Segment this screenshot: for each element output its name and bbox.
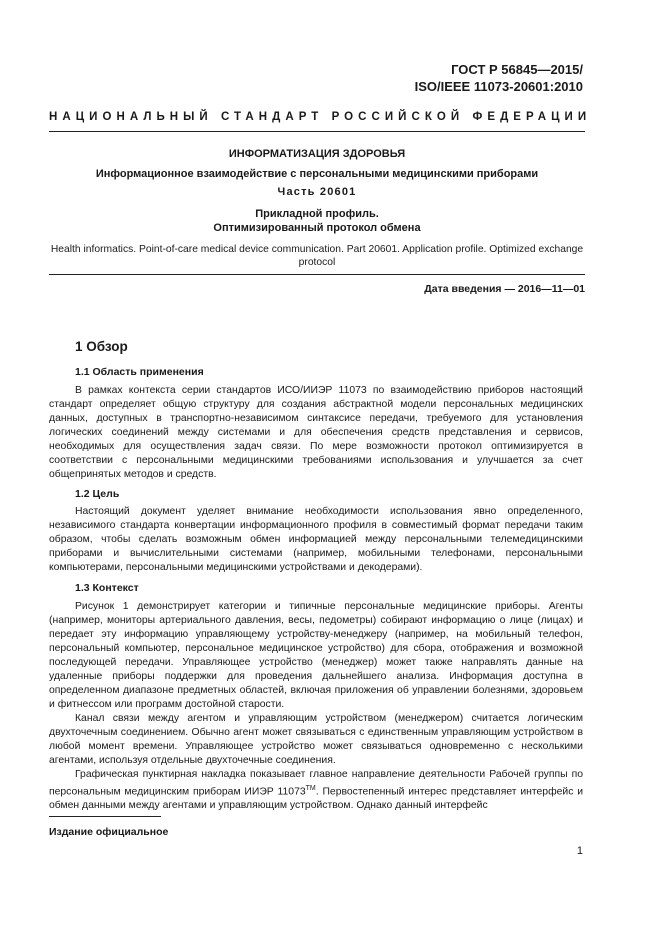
section-1-3-paragraph-3	[49, 768, 583, 813]
trademark-mark: TM	[305, 785, 316, 792]
document-title: ИНФОРМАТИЗАЦИЯ ЗДОРОВЬЯ	[228, 148, 406, 160]
document-subtitle: Информационное взаимодействие с персональными медицинскими приборами	[95, 168, 539, 180]
section-1-1-text: В рамках контекста серии стандартов ИСО/ИИЭР 11073 по взаимодействию приборов настоящий стандарт определяет общую структуру для создания абстрактной модели персональных медицинских данных, доступных в транспортно-независимом синтаксисе передачи, требуемого для установления логических соединений между системами и для обеспечения средств представления и сервисов, необходимых для осуществления задач связи. По мере возможности протокол оптимизируется в соответствии с персональными медицинскими требованиями использования и улучшается за счет общепринятых методов и средств.	[49, 385, 583, 480]
section-1-2-heading: 1.2 Цель	[75, 488, 120, 500]
official-edition-label: Издание официальное	[49, 826, 169, 838]
page-number: 1	[576, 845, 583, 857]
footer-rule	[49, 816, 161, 817]
introduction-date: Дата введения — 2016—11—01	[424, 283, 585, 295]
paragraph-3-text-end: . Первостепенный интерес представляет интерфейс и обмен данными между агентами и управляющим устройством. Однако данный интерфейс	[49, 786, 584, 812]
section-1-3-paragraph-2: Канал связи между агентом и управляющим устройством (менеджером) считается логическим двухточечным соединением. Обычно агент может связываться с единственным управляющим устройством в любой момент времени. Управляющее устройство может связываться одновременно с несколькими агентами, используя отдельные двухточечные соединения.	[49, 713, 583, 766]
standard-number	[415, 61, 583, 95]
section-1-3-paragraph-1: Рисунок 1 демонстрирует категории и типичные персональные медицинские приборы. Агенты (например, мониторы артериального давления, весы, педометры) собирают информацию о лице (лицах) и передает эту информацию управляющему устройству-менеджеру (например, на мобильный телефон, персональный компьютер, персональное медицинское устройство) для сбора, отображения и возможной последующей передачи. Управляющее устройство (менеджер) может также направлять данные на удаленные приборы поддержки для проведения дальнейшего анализа. Информация доступна в определенном диапазоне предметных областей, включая приложения об управлении болезнями, здоровьем и фитнессом или программ достойной старости.	[49, 601, 583, 710]
section-1-1-heading: 1.1 Область применения	[75, 366, 204, 378]
english-title: Health informatics. Point-of-care medical device communication. Part 20601. Application profile. Optimized exchange protocol	[50, 244, 584, 268]
header-rule-bottom	[49, 274, 585, 275]
profile-title-line2: Оптимизированный протокол обмена	[213, 222, 421, 234]
section-1-3-heading: 1.3 Контекст	[75, 582, 139, 594]
section-1-2-text: Настоящий документ уделяет внимание необходимости использования явно определенного, независимого стандарта конвертации информационного профиля в совместимый формат передачи таким образом, чтобы сделать возможным обмен информацией между персональными телемедицинскими приборами и вычислительными системами (например, мобильными телефонами, персональными компьютерами, персональными медицинскими устройствами и декодерами).	[49, 506, 583, 573]
standard-number-gost: ГОСТ Р 56845—2015/	[451, 62, 583, 77]
standard-number-iso: ISO/IEEE 11073-20601:2010	[414, 79, 583, 94]
paragraph-3-text-start: Графическая пунктирная накладка показывает главное направление деятельности Рабочей группы по персональным медицинским приборам ИИЭР 11073	[49, 769, 583, 798]
national-standard-banner: НАЦИОНАЛЬНЫЙ СТАНДАРТ РОССИЙСКОЙ ФЕДЕРАЦИИ	[49, 111, 592, 123]
section-1-heading: 1 Обзор	[75, 339, 128, 354]
profile-title	[49, 207, 585, 235]
header-rule-top	[49, 131, 585, 132]
profile-title-line1: Прикладной профиль.	[255, 208, 379, 220]
document-part: Часть 20601	[277, 186, 357, 198]
